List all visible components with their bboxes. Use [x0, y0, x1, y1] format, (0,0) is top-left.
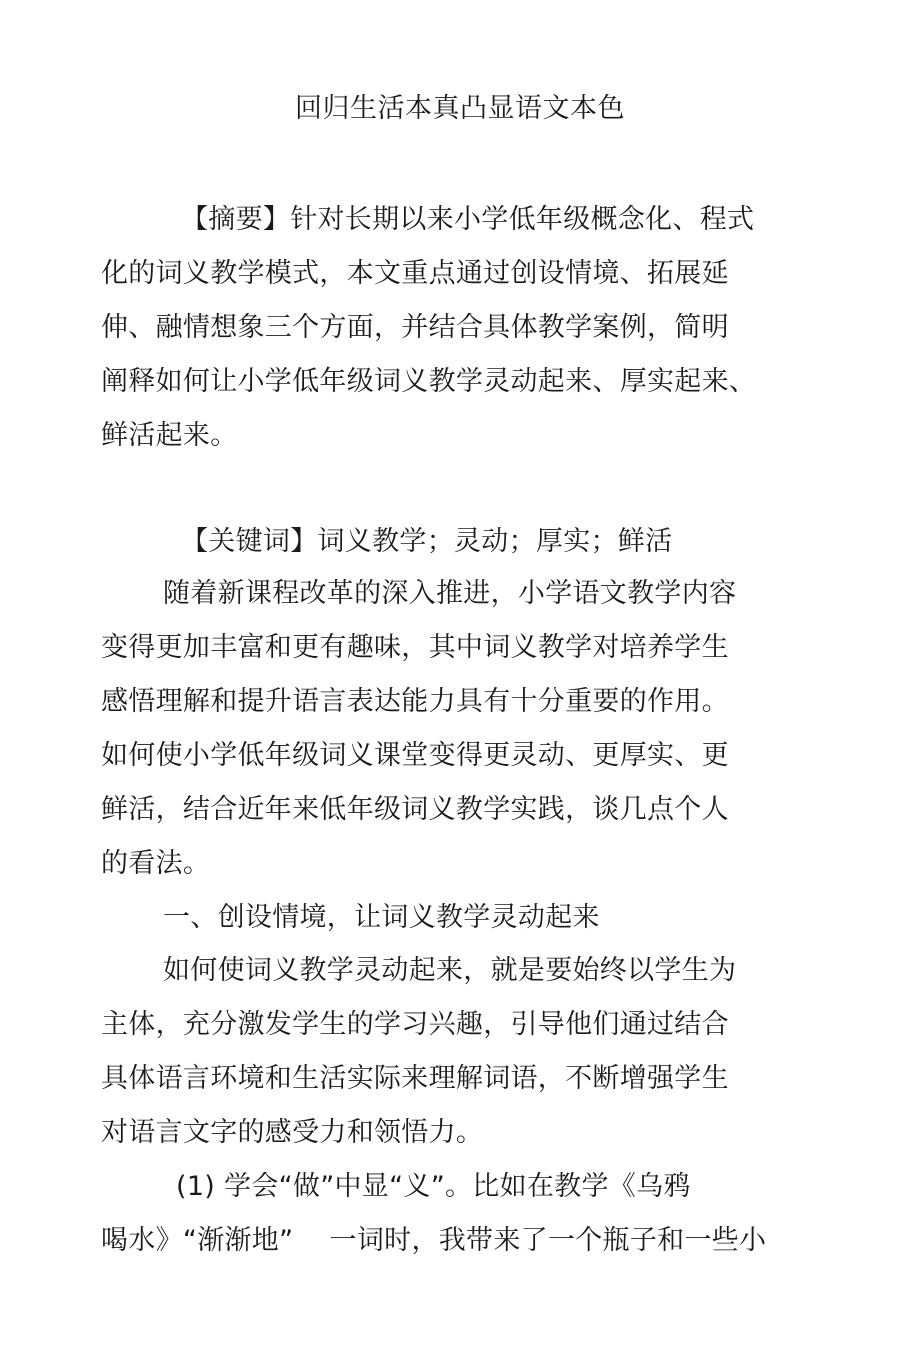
intro-line: 变得更加丰富和更有趣味，其中词义教学对培养学生 — [101, 632, 729, 663]
item-line: (1) 学会“做”中显“义”。比如在教学《乌鸦 — [176, 1171, 691, 1202]
item-line: 喝水》“渐渐地” 一词时，我带来了一个瓶子和一些小 — [101, 1225, 767, 1256]
section-body-line: 如何使词义教学灵动起来，就是要始终以学生为 — [163, 955, 737, 986]
section-body-line: 具体语言环境和生活实际来理解词语，不断增强学生 — [101, 1063, 729, 1094]
section-body-line: 对语言文字的感受力和领悟力。 — [101, 1117, 484, 1148]
abstract-line: 【摘要】针对长期以来小学低年级概念化、程式 — [181, 204, 755, 235]
keywords-line: 【关键词】词义教学；灵动；厚实；鲜活 — [181, 526, 673, 557]
intro-line: 的看法。 — [101, 848, 211, 879]
abstract-line: 伸、融情想象三个方面，并结合具体教学案例，简明 — [101, 312, 729, 343]
section-body-line: 主体，充分激发学生的学习兴趣，引导他们通过结合 — [101, 1009, 729, 1040]
document-title: 回归生活本真凸显语文本色 — [295, 93, 625, 124]
abstract-line: 阐释如何让小学低年级词义教学灵动起来、厚实起来、 — [101, 366, 757, 397]
section-heading: 一、创设情境，让词义教学灵动起来 — [163, 902, 600, 933]
abstract-line: 鲜活起来。 — [101, 420, 238, 451]
intro-line: 鲜活，结合近年来低年级词义教学实践，谈几点个人 — [101, 794, 729, 825]
intro-line: 感悟理解和提升语言表达能力具有十分重要的作用。 — [101, 686, 729, 717]
intro-line: 如何使小学低年级词义课堂变得更灵动、更厚实、更 — [101, 740, 729, 771]
intro-line: 随着新课程改革的深入推进，小学语文教学内容 — [163, 578, 737, 609]
abstract-line: 化的词义教学模式，本文重点通过创设情境、拓展延 — [101, 258, 729, 289]
